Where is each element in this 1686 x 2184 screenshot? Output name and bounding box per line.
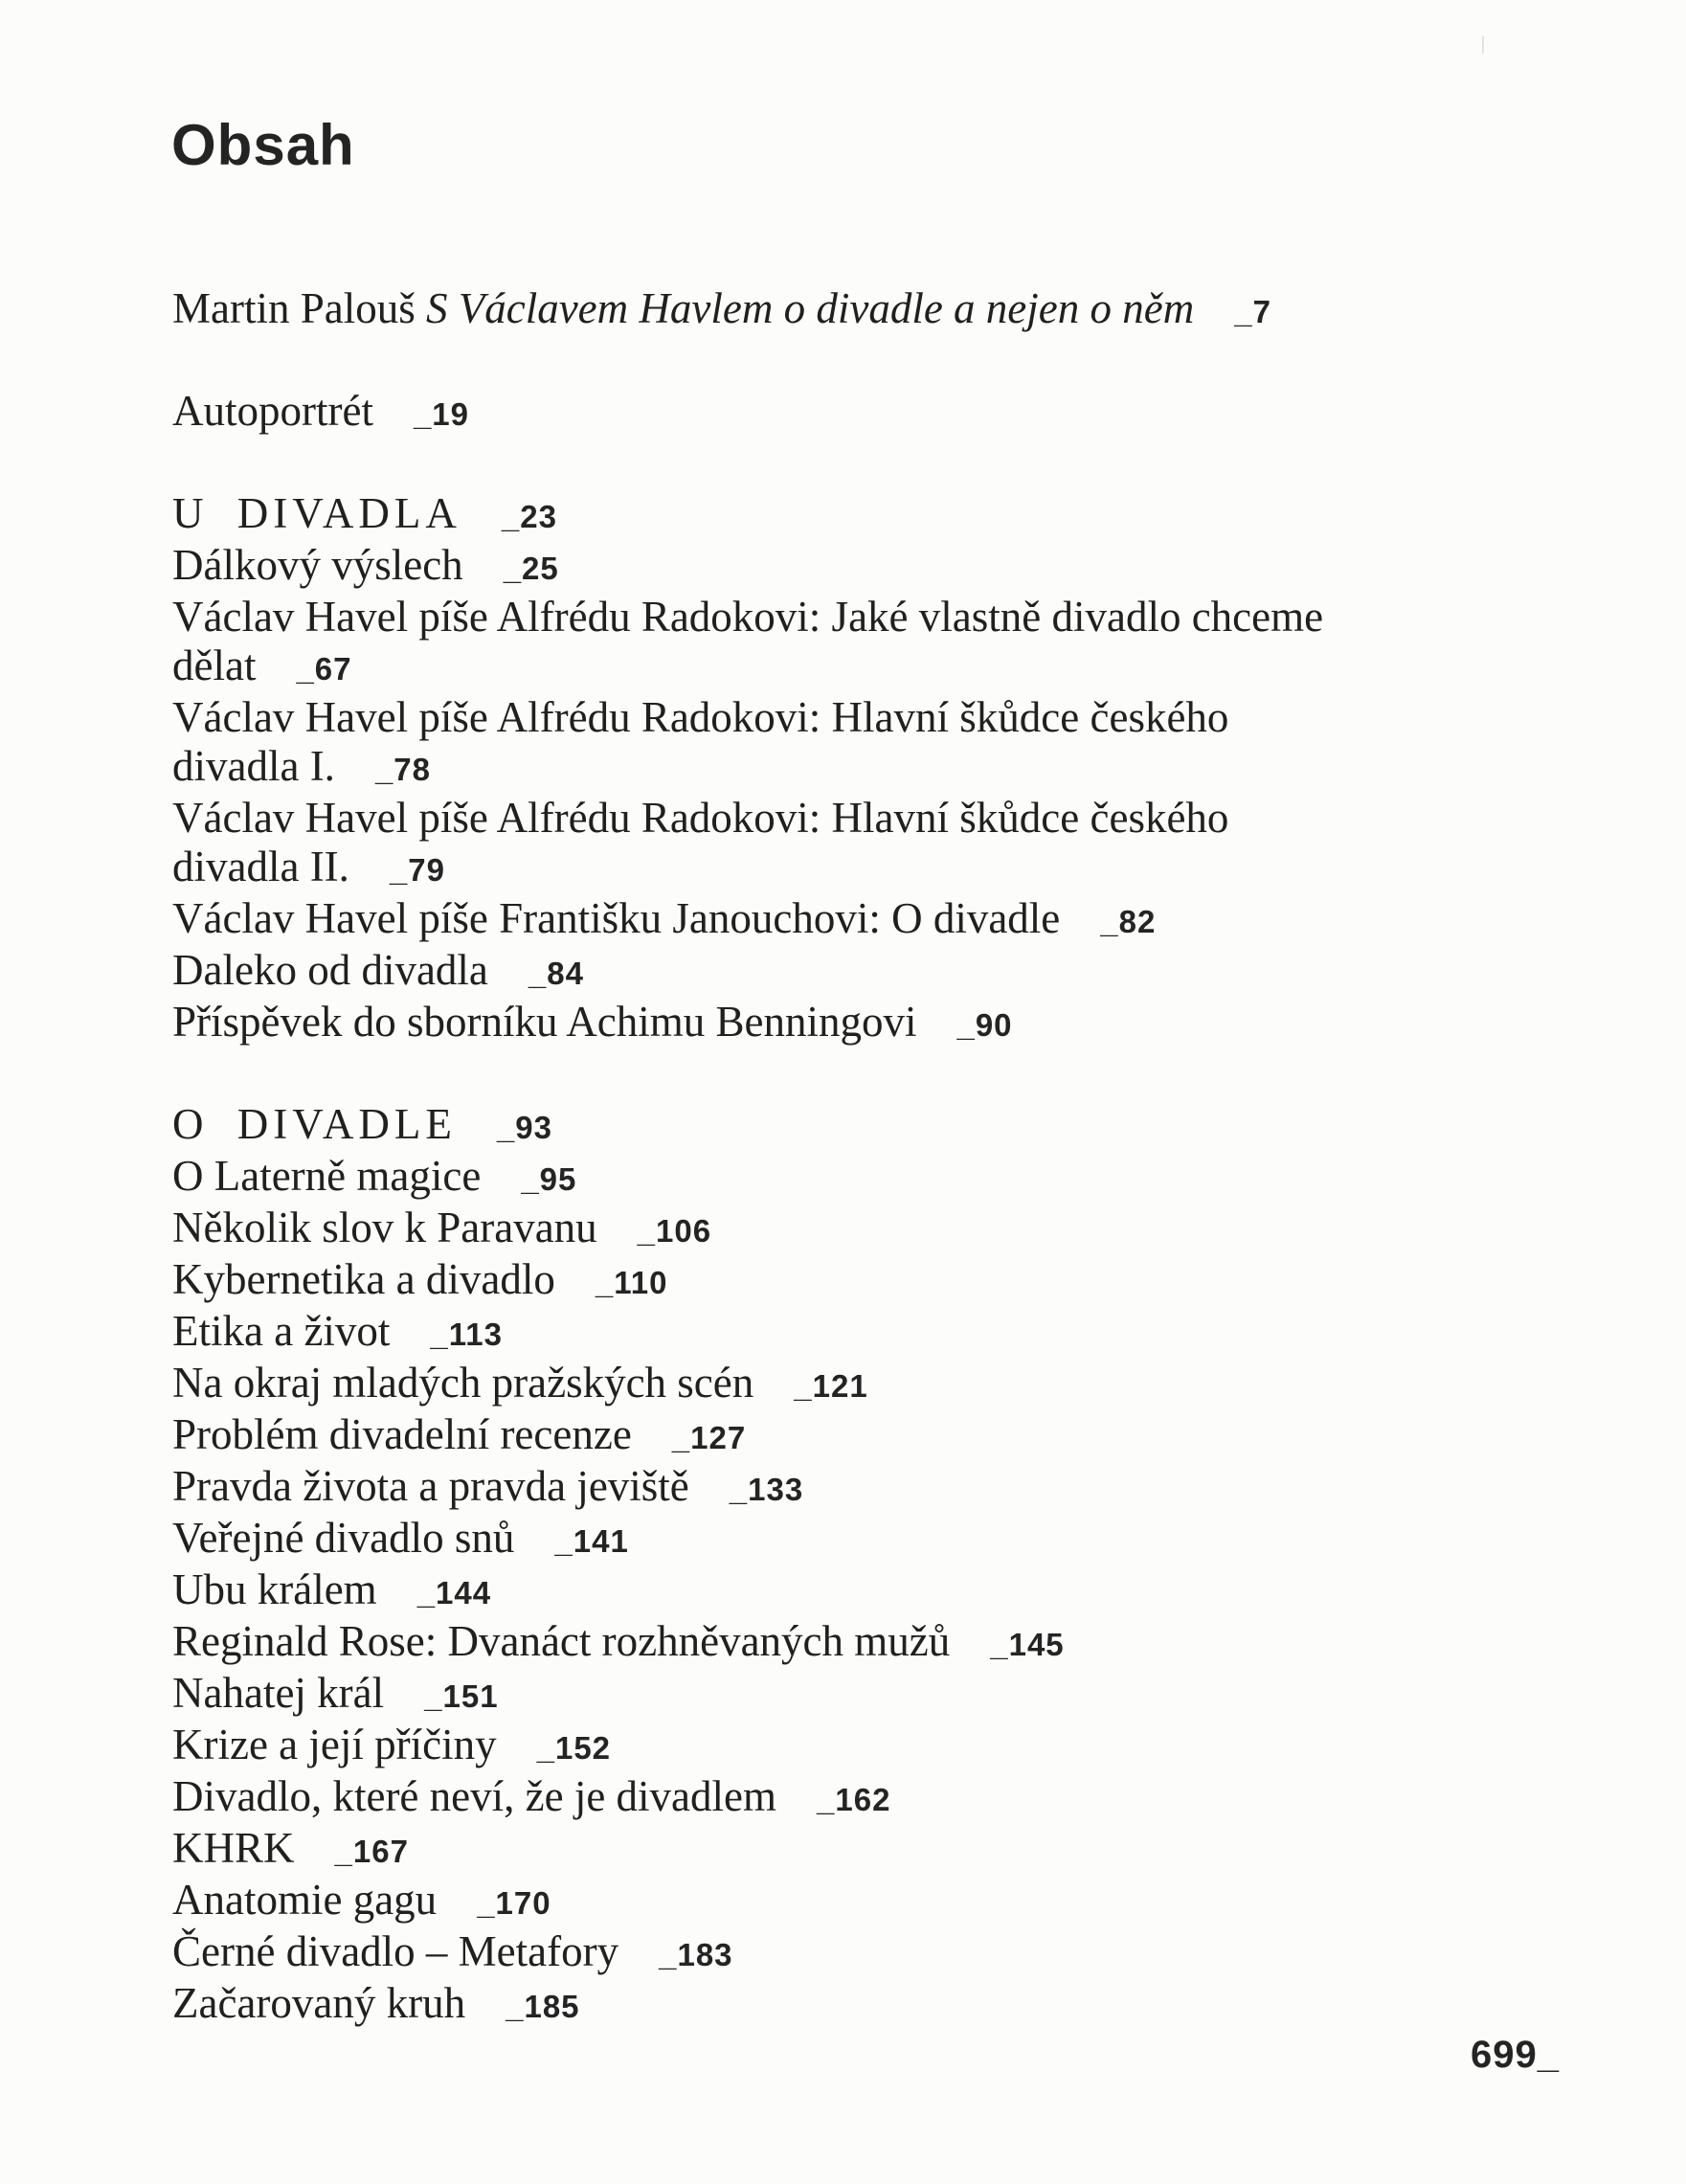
folio-page-number: 699_ [1471, 2034, 1560, 2076]
toc-entry [172, 1359, 1446, 1410]
toc-page-number: _145 [990, 1627, 1065, 1662]
toc-entry-line: Krize a její příčiny _152 [172, 1721, 612, 1768]
toc-page-number: _78 [374, 752, 431, 787]
toc-page-number: _7 [1234, 294, 1271, 329]
toc-entry [172, 1410, 1446, 1462]
toc-entry [172, 1204, 1446, 1255]
toc-entry [172, 593, 1446, 693]
table-of-contents [172, 284, 1446, 2031]
toc-entry-line: Nahatej král _151 [172, 1669, 499, 1717]
toc-page-number: _95 [521, 1161, 577, 1197]
toc-entry-line: Černé divadlo – Metafory _183 [172, 1927, 733, 1975]
toc-entry-line: O Laterně magice _95 [172, 1152, 577, 1200]
toc-entry-line [172, 284, 1446, 336]
toc-entry [172, 1617, 1446, 1669]
toc-page-number: _127 [671, 1420, 747, 1455]
toc-entry [172, 1824, 1446, 1876]
toc-entry [172, 1514, 1446, 1565]
toc-entry-line: Začarovaný kruh _185 [172, 1979, 580, 2027]
toc-page-number: _25 [503, 551, 559, 586]
toc-entry-line: Etika a život _113 [172, 1307, 504, 1355]
toc-entry-line: Příspěvek do sborníku Achimu Benningovi _90 [172, 998, 1013, 1046]
toc-entry [172, 1927, 1446, 1979]
toc-entry [172, 1565, 1446, 1617]
toc-page-number: _93 [496, 1110, 552, 1145]
toc-entry-line: Veřejné divadlo snů _141 [172, 1514, 629, 1562]
scan-artifact [1482, 36, 1484, 54]
toc-section-heading [172, 1100, 1446, 1152]
toc-page-number: _106 [637, 1213, 712, 1249]
toc-entry-line: Autoportrét _19 [172, 387, 470, 435]
italic-essay-title: S Václavem Havlem o divadle a nejen o něm [415, 284, 1195, 332]
toc-entry-line: divadla II. _79 [172, 843, 445, 890]
toc-entry-line: Daleko od divadla _84 [172, 946, 584, 994]
toc-entry [172, 1255, 1446, 1307]
toc-entry [172, 693, 1446, 794]
toc-entry-line: dělat _67 [172, 642, 352, 689]
toc-entry-line: Na okraj mladých pražských scén _121 [172, 1359, 868, 1407]
toc-entry [172, 894, 1446, 946]
toc-page-number: _113 [430, 1317, 504, 1352]
toc-entry-line: divadla I. _78 [172, 742, 431, 790]
toc-page-number: _67 [296, 651, 352, 687]
toc-page-number: _151 [424, 1678, 499, 1714]
toc-page-number: _84 [528, 956, 584, 991]
toc-page-number: _141 [554, 1523, 629, 1559]
toc-entry [172, 1669, 1446, 1721]
toc-entry-line: Václav Havel píše Alfrédu Radokovi: Hlavní škůdce českého [172, 794, 1229, 842]
toc-entry-line: Dálkový výslech _25 [172, 541, 559, 589]
toc-page-number: _82 [1100, 904, 1157, 939]
toc-entry-line: Kybernetika a divadlo _110 [172, 1255, 668, 1303]
toc-page-number: _90 [956, 1007, 1013, 1043]
toc-page-number: _121 [794, 1368, 868, 1404]
toc-page-number: _167 [334, 1834, 409, 1869]
toc-page-number: _23 [501, 499, 557, 534]
toc-entry-line: Divadlo, které neví, že je divadlem _162 [172, 1772, 891, 1820]
toc-entry [172, 541, 1446, 593]
page-title: Obsah [171, 113, 355, 177]
toc-entry [172, 1307, 1446, 1359]
toc-page-number: _152 [536, 1730, 612, 1766]
toc-entry [172, 387, 1446, 439]
toc-entry-line: Reginald Rose: Dvanáct rozhněvaných mužů _145 [172, 1617, 1065, 1665]
toc-section-heading [172, 489, 1446, 541]
toc-entry [172, 284, 1446, 336]
toc-page-number: _183 [659, 1937, 733, 1972]
toc-page-number: _144 [416, 1575, 492, 1610]
toc-entry-line: KHRK _167 [172, 1824, 409, 1872]
toc-page-number: _162 [817, 1782, 891, 1817]
toc-entry [172, 1721, 1446, 1772]
toc-entry [172, 946, 1446, 998]
toc-entry-line: Václav Havel píše Františku Janouchovi: O divadle _82 [172, 894, 1157, 942]
toc-page-number: _133 [729, 1472, 804, 1507]
toc-entry-line: Anatomie gagu _170 [172, 1876, 551, 1924]
toc-page-number: _110 [595, 1265, 668, 1300]
author-name: Martin Palouš [172, 284, 416, 332]
toc-page-number: _19 [413, 396, 470, 432]
toc-entry-line: Problém divadelní recenze _127 [172, 1410, 747, 1458]
toc-entry [172, 1462, 1446, 1514]
toc-entry-line: Václav Havel píše Alfrédu Radokovi: Jaké vlastně divadlo chceme [172, 593, 1324, 641]
toc-entry [172, 794, 1446, 894]
toc-entry [172, 998, 1446, 1049]
toc-entry-line: Několik slov k Paravanu _106 [172, 1204, 712, 1251]
toc-entry [172, 1152, 1446, 1204]
toc-page-number: _170 [477, 1885, 551, 1921]
toc-page-number: _79 [389, 852, 445, 888]
toc-entry-line: O DIVADLE _93 [172, 1100, 552, 1148]
toc-entry [172, 1876, 1446, 1927]
toc-entry-line: Václav Havel píše Alfrédu Radokovi: Hlavní škůdce českého [172, 693, 1229, 741]
toc-entry [172, 1772, 1446, 1824]
toc-entry-line: Pravda života a pravda jeviště _133 [172, 1462, 804, 1510]
toc-entry-line: Ubu králem _144 [172, 1565, 492, 1613]
toc-page-number: _185 [506, 1989, 580, 2024]
toc-entry [172, 1979, 1446, 2031]
toc-entry-line: U DIVADLA _23 [172, 489, 557, 537]
